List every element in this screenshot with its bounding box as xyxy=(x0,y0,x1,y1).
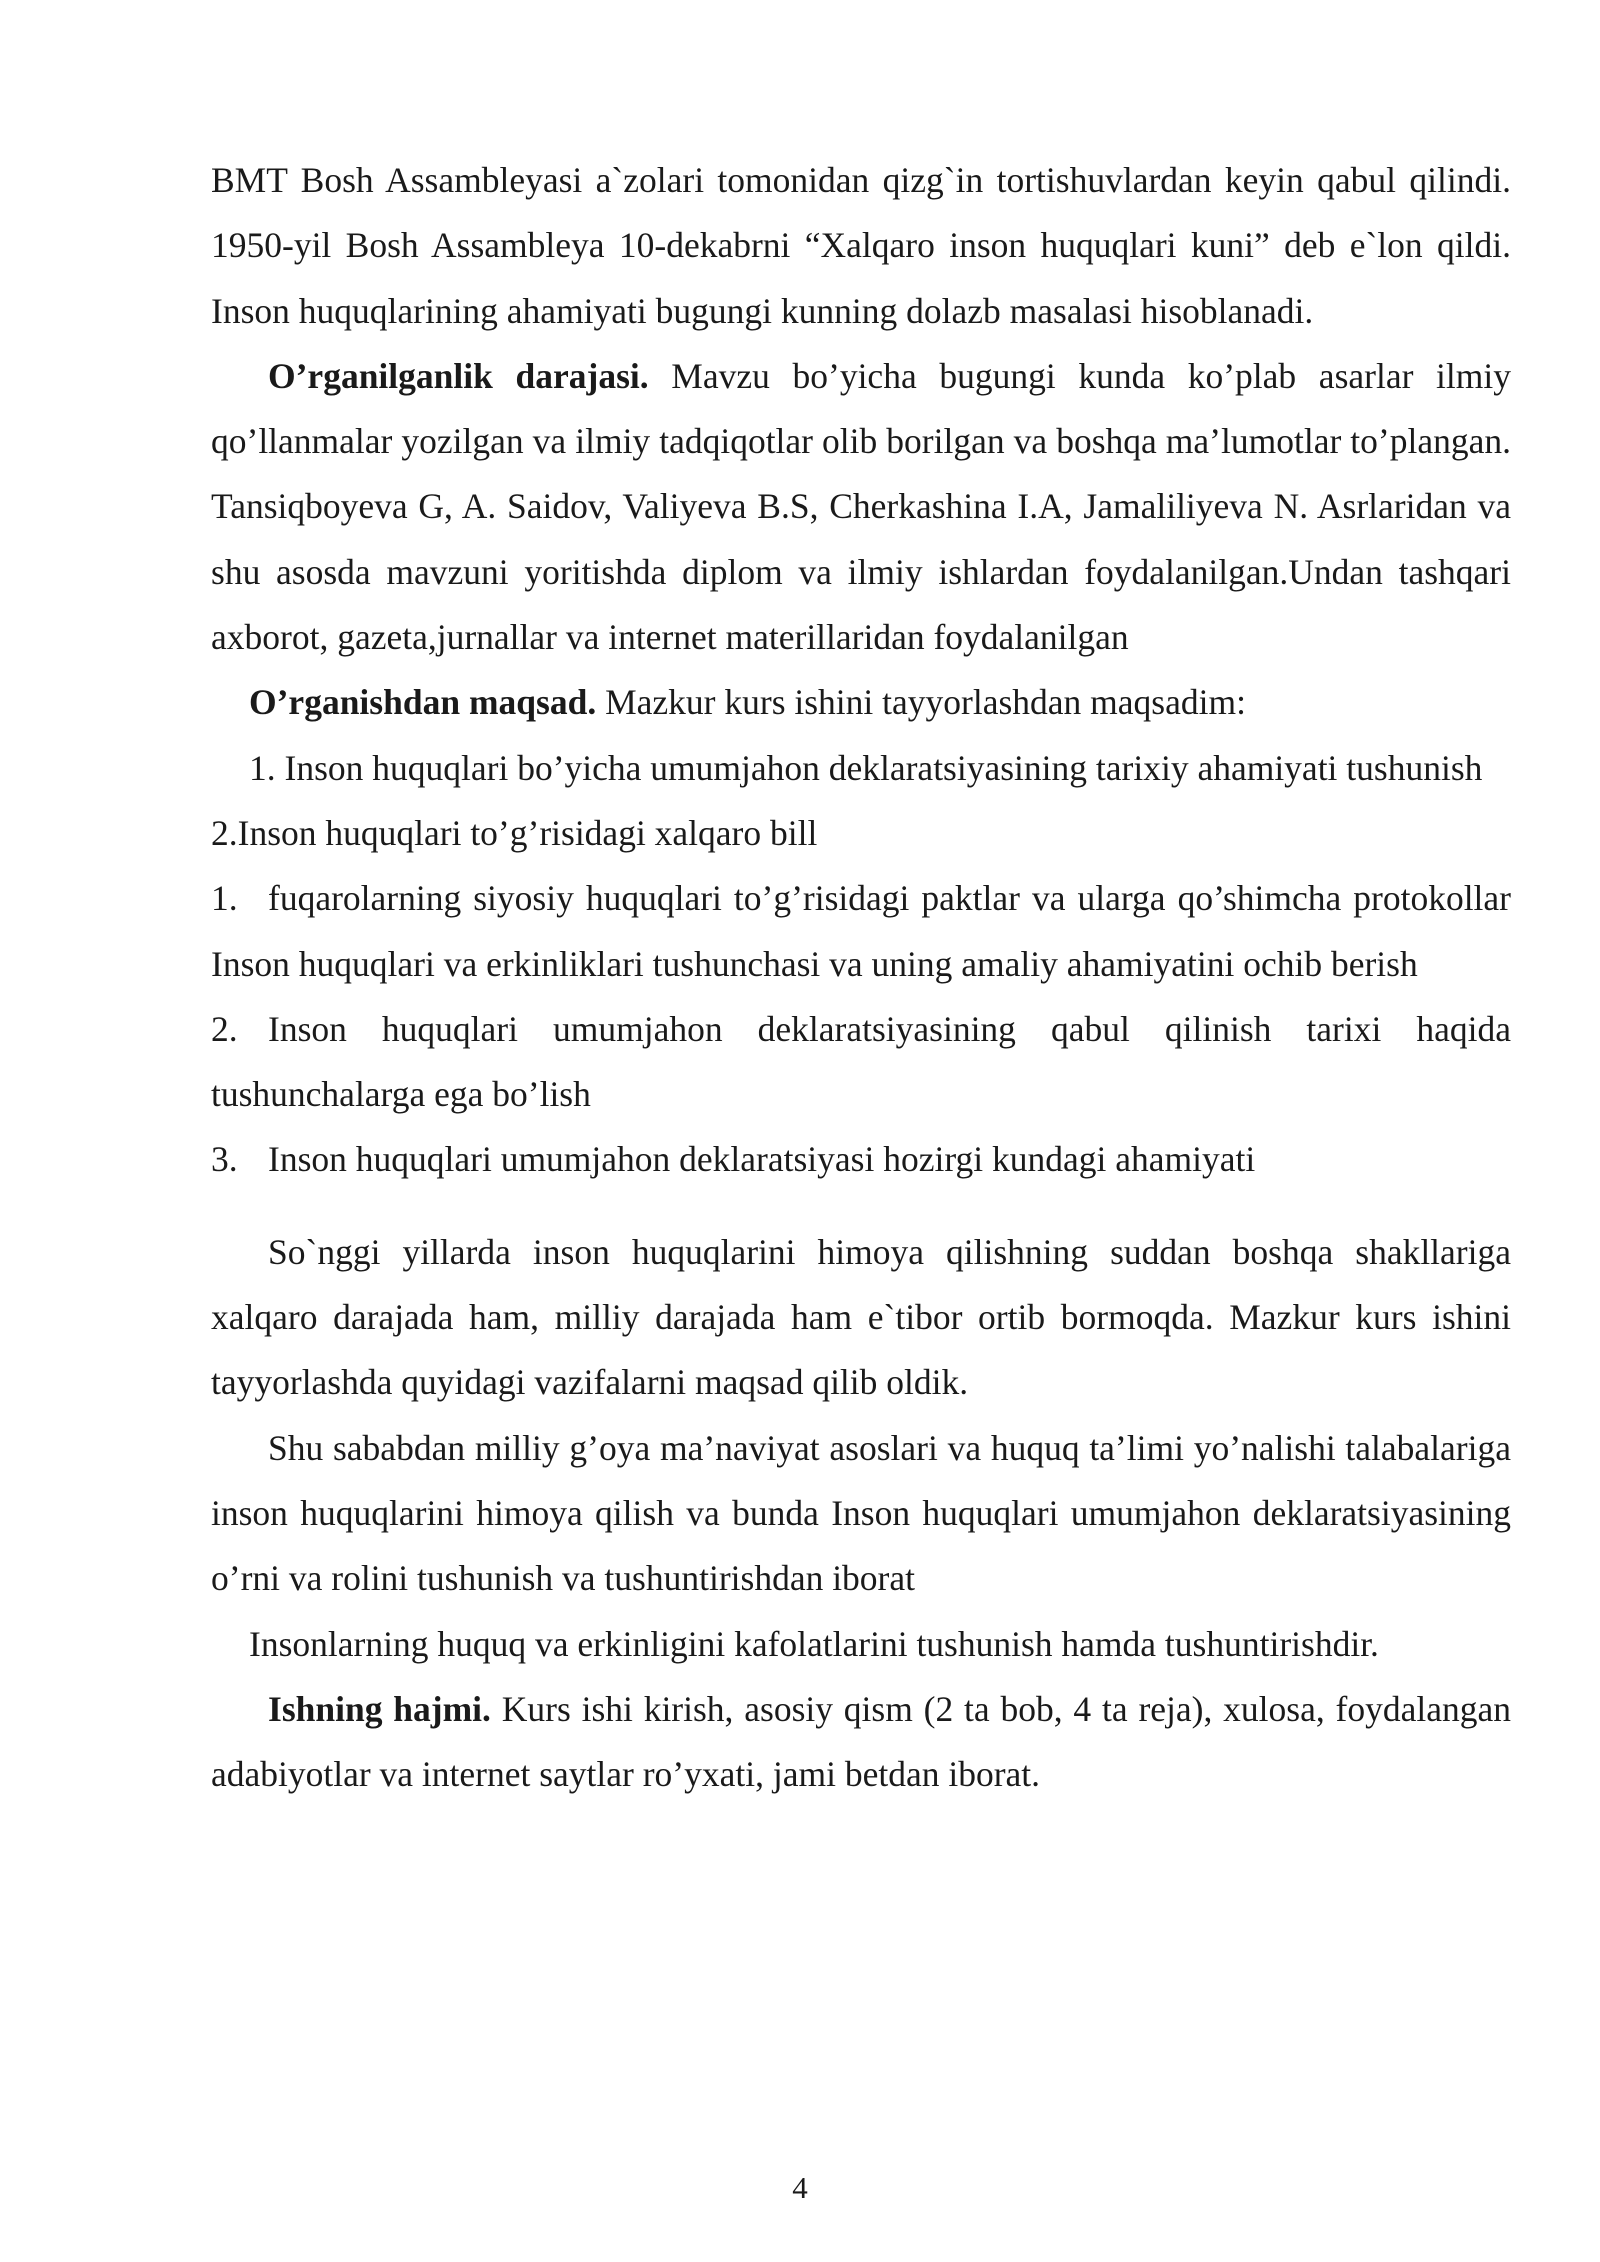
paragraph-intro: BMT Bosh Assambleyasi a`zolari tomonidan qizg`in tortishuvlardan keyin qabul qilindi. 1950-yil Bosh Assambleya 10-dekabrni “Xalqaro inson huquqlari kuni” deb e`lon qildi. Inson huquqlarining ahamiyati bugungi kunning dolazb masalasi hisoblanadi. xyxy=(211,160,1511,331)
paragraph-reason: Shu sababdan milliy g’oya ma’naviyat asoslari va huquq ta’limi yo’nalishi talabalariga inson huquqlarini himoya qilish va bunda Inson huquqlari umumjahon deklaratsiyasining o’rni va rolini tushunish va tushuntirishdan iborat xyxy=(211,1427,1511,1599)
text-purpose: Mazkur kurs ishini tayyorlashdan maqsadim: xyxy=(596,682,1246,723)
list-text: fuqarolarning siyosiy huquqlari to’g’risidagi paktlar va ularga qo’shimcha protokollar Inson huquqlari va erkinliklari tushunchasi va uning amaliy ahamiyatini ochib berish xyxy=(211,878,1511,984)
list-item-purpose-1: 1. Inson huquqlari bo’yicha umumjahon deklaratsiyasining tarixiy ahamiyati tushunish xyxy=(249,747,1483,788)
heading-study-level: O’rganilganlik darajasi. xyxy=(268,355,649,396)
list-text: Inson huquqlari umumjahon deklaratsiyasining qabul qilinish tarixi haqida tushunchalarga ega bo’lish xyxy=(211,1008,1511,1115)
text-work-volume: Kurs ishi kirish, asosiy qism (2 ta bob, 4 ta reja), xulosa, foydalangan adabiyotlar va internet saytlar ro’yxati, jami betdan iborat. xyxy=(211,1688,1511,1795)
list-item-task-3 xyxy=(211,1127,1511,1192)
heading-work-volume: Ishning hajmi. xyxy=(268,1688,491,1729)
list-item-purpose-2: 2.Inson huquqlari to’g’risidagi xalqaro bill xyxy=(211,812,818,853)
list-item-task-1 xyxy=(211,866,1511,997)
paragraph-purpose xyxy=(211,670,1511,735)
list-item-task-2 xyxy=(211,997,1511,1128)
list-number: 3. xyxy=(211,1139,238,1180)
paragraph-recent-years: So`nggi yillarda inson huquqlarini himoya qilishning suddan boshqa shakllariga xalqaro darajada ham, milliy darajada ham e`tibor ortib bormoqda. Mazkur kurs ishini tayyorlashda quyidagi vazifalarni maqsad qilib oldik. xyxy=(211,1231,1511,1403)
list-number: 1. xyxy=(211,878,238,919)
page-number: 4 xyxy=(792,2170,808,2205)
list-text: Inson huquqlari umumjahon deklaratsiyasi hozirgi kundagi ahamiyati xyxy=(268,1139,1256,1180)
paragraph-guarantees: Insonlarning huquq va erkinligini kafolatlarini tushunish hamda tushuntirishdir. xyxy=(249,1623,1379,1664)
text-study-level: Mavzu bo’yicha bugungi kunda ko’plab asarlar ilmiy qo’llanmalar yozilgan va ilmiy tadqiqotlar olib borilgan va boshqa ma’lumotlar to’plangan. Tansiqboyeva G, A. Saidov, Valiyeva B.S, Cherkashina I.A, Jamaliliyeva N. Asrlaridan va shu asosda mavzuni yoritishda diplom va ilmiy ishlardan foydalanilgan.Undan tashqari axborot, gazeta,jurnallar va internet materillaridan foydalanilgan xyxy=(211,355,1511,658)
list-number: 2. xyxy=(211,1008,238,1049)
paragraph-work-volume xyxy=(211,1677,1511,1808)
document-page xyxy=(211,148,1511,1807)
heading-purpose: O’rganishdan maqsad. xyxy=(249,682,597,723)
paragraph-study-level xyxy=(211,344,1511,670)
